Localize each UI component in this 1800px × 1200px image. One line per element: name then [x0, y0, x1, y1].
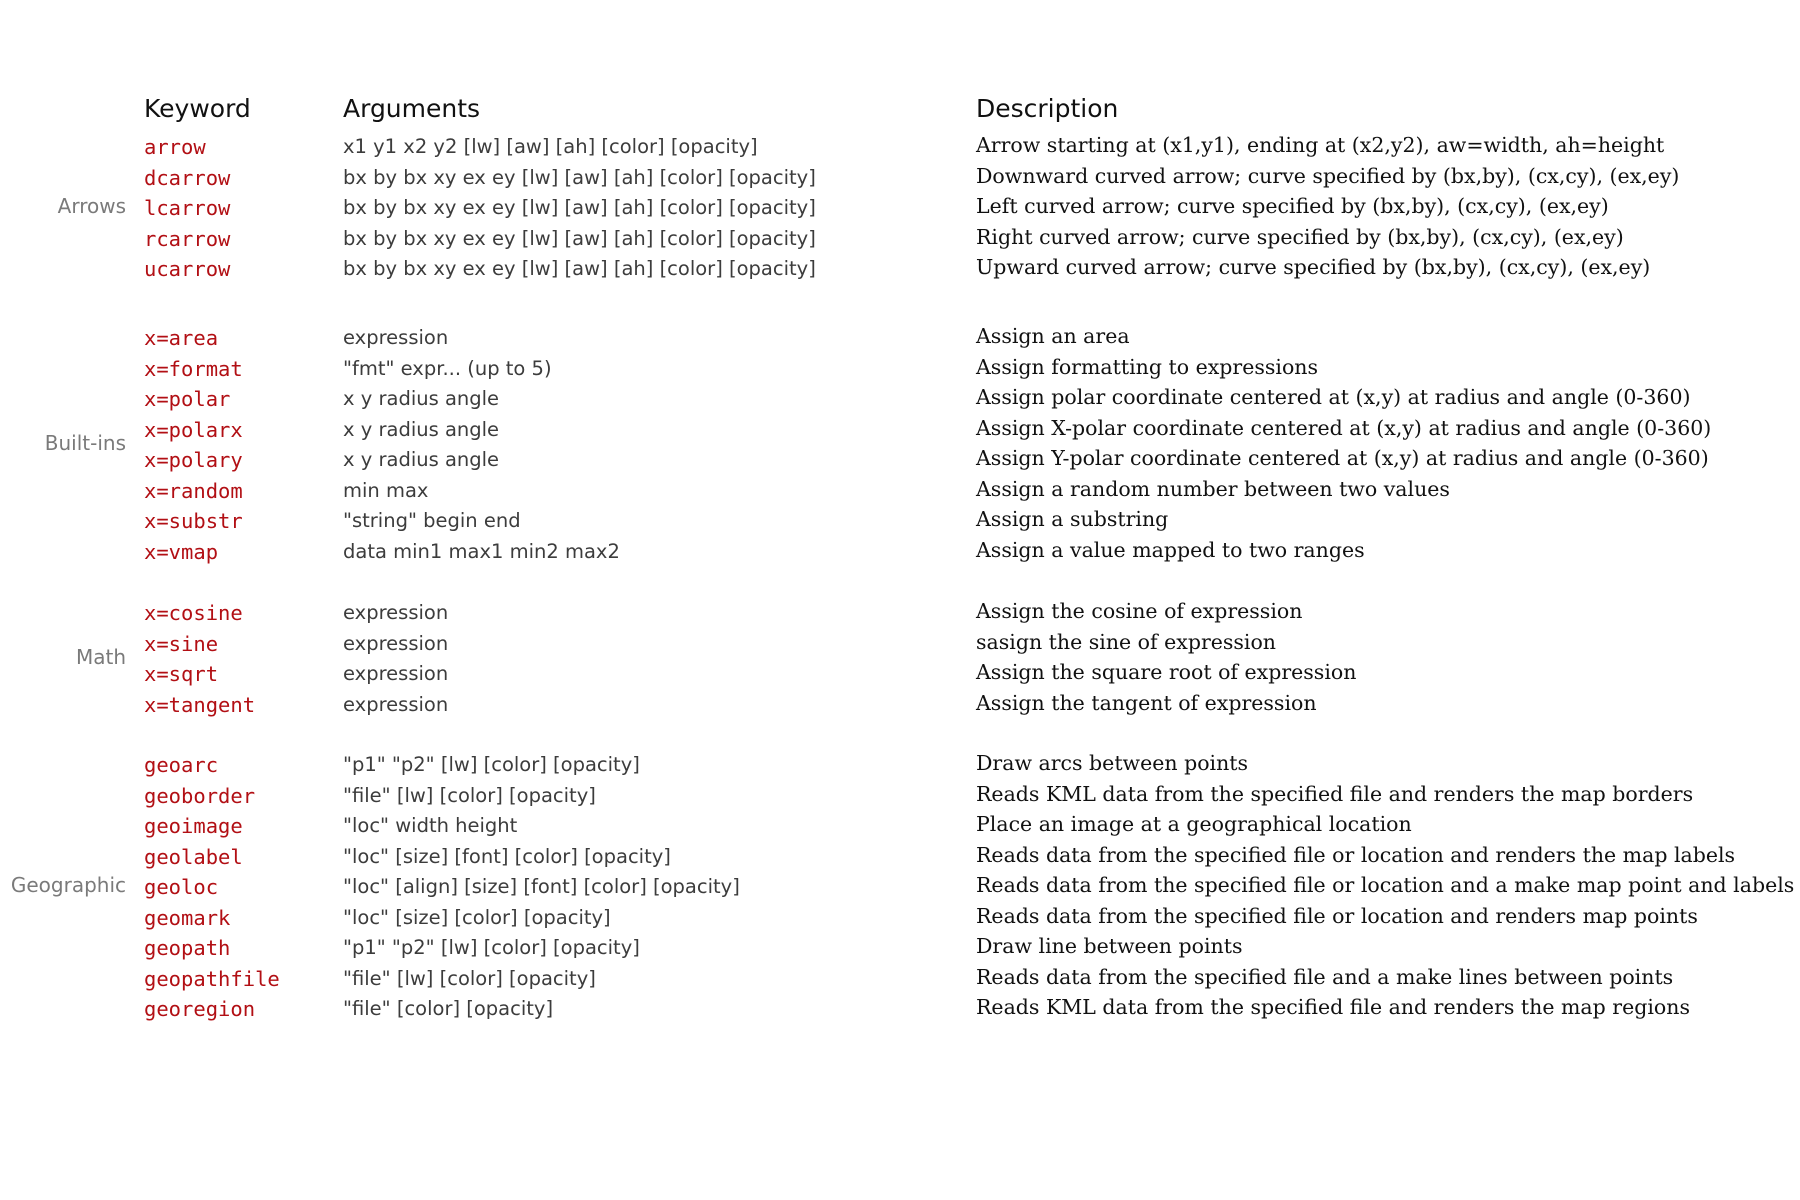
table-row	[0, 383, 1800, 414]
arguments-cell: bx by bx xy ex ey [lw] [aw] [ah] [color] [opacity]	[343, 257, 816, 280]
table-row	[0, 353, 1800, 384]
table-row	[0, 223, 1800, 254]
table-row	[0, 444, 1800, 475]
group-label: Math	[75, 645, 126, 669]
keyword-cell: x=random	[144, 478, 243, 503]
description-cell: Arrow starting at (x1,y1), ending at (x2,y2), aw=width, ah=height	[976, 133, 1665, 157]
keyword-cell: x=sqrt	[144, 662, 219, 686]
table-row	[0, 536, 1800, 567]
keyword-cell: arrow	[144, 135, 206, 159]
description-cell: Assign the cosine of expression	[976, 599, 1303, 623]
keyword-cell: x=substr	[144, 509, 243, 533]
table-row	[0, 162, 1800, 193]
table-row	[0, 475, 1800, 506]
keyword-cell: x=area	[144, 326, 219, 350]
keyword-cell: dcarrow	[144, 165, 231, 190]
table-row	[0, 810, 1800, 841]
arguments-cell: "string" begin end	[343, 509, 521, 532]
keyword-cell: x=polarx	[144, 417, 243, 442]
table-row	[0, 192, 1800, 223]
keyword-cell: lcarrow	[144, 196, 231, 220]
group-section	[0, 322, 1800, 566]
keyword-cell: x=tangent	[144, 692, 256, 717]
description-cell: Assign the tangent of expression	[976, 690, 1317, 715]
arguments-cell: bx by bx xy ex ey [lw] [aw] [ah] [color] [opacity]	[343, 196, 816, 219]
arguments-cell: bx by bx xy ex ey [lw] [aw] [ah] [color] [opacity]	[343, 226, 816, 250]
description-cell: Assign a substring	[976, 507, 1169, 531]
description-cell: Reads data from the specified file or location and renders map points	[976, 903, 1698, 928]
description-cell: Place an image at a geographical location	[976, 812, 1412, 836]
arguments-cell: x y radius angle	[343, 387, 500, 410]
table-row	[0, 902, 1800, 933]
arguments-cell: "file" [lw] [color] [opacity]	[343, 783, 596, 807]
group-label: Geographic	[10, 873, 126, 898]
keyword-cell: x=cosine	[144, 601, 243, 625]
keyword-cell: geoarc	[144, 753, 219, 777]
table-row	[0, 871, 1800, 902]
arguments-cell: expression	[343, 631, 449, 655]
arguments-cell: min max	[343, 478, 429, 502]
description-cell: Assign formatting to expressions	[976, 354, 1319, 379]
description-cell: Reads KML data from the specified file and renders the map regions	[976, 995, 1690, 1019]
description-cell: Reads KML data from the specified file and renders the map borders	[976, 781, 1694, 806]
keyword-cell: geoimage	[144, 814, 243, 838]
header-arguments: Arguments	[343, 94, 481, 123]
table-row	[0, 749, 1800, 780]
keyword-cell: geopathfile	[144, 966, 280, 991]
arguments-cell: "loc" [size] [color] [opacity]	[343, 905, 611, 929]
arguments-cell: "loc" [align] [size] [font] [color] [opacity]	[343, 875, 740, 898]
group-section	[0, 597, 1800, 719]
arguments-cell: expression	[343, 326, 449, 349]
table-row	[0, 414, 1800, 445]
description-cell: Reads data from the specified file or location and a make map point and labels	[976, 873, 1795, 897]
keyword-cell: geopath	[144, 936, 231, 960]
keyword-cell: geomark	[144, 905, 231, 930]
table-row	[0, 131, 1800, 162]
keyword-cell: geoborder	[144, 783, 256, 808]
arguments-cell: "loc" width height	[343, 814, 518, 837]
description-cell: Upward curved arrow; curve specified by (bx,by), (cx,cy), (ex,ey)	[976, 255, 1651, 279]
table-row	[0, 841, 1800, 872]
table-row	[0, 993, 1800, 1024]
description-cell: Reads data from the specified file or location and renders the map labels	[976, 842, 1736, 867]
arguments-cell: data min1 max1 min2 max2	[343, 539, 620, 563]
description-cell: sasign the sine of expression	[976, 629, 1277, 654]
arguments-cell: bx by bx xy ex ey [lw] [aw] [ah] [color] [opacity]	[343, 165, 816, 189]
arguments-cell: "fmt" expr... (up to 5)	[343, 356, 552, 380]
keyword-cell: rcarrow	[144, 226, 231, 251]
header-description: Description	[976, 94, 1119, 123]
arguments-cell: x y radius angle	[343, 448, 500, 471]
keyword-cell: x=vmap	[144, 539, 219, 564]
description-cell: Assign X-polar coordinate centered at (x,y) at radius and angle (0-360)	[976, 415, 1712, 440]
arguments-cell: expression	[343, 662, 449, 685]
keyword-cell: georegion	[144, 997, 256, 1021]
group-label: Built-ins	[44, 431, 126, 455]
description-cell: Assign polar coordinate centered at (x,y) at radius and angle (0-360)	[976, 385, 1691, 409]
arguments-cell: "loc" [size] [font] [color] [opacity]	[343, 844, 671, 868]
keyword-cell: geoloc	[144, 875, 219, 899]
arguments-cell: "p1" "p2" [lw] [color] [opacity]	[343, 753, 640, 776]
group-section	[0, 749, 1800, 1024]
arguments-cell: x y radius angle	[343, 417, 500, 441]
table-row	[0, 658, 1800, 689]
table-row	[0, 689, 1800, 720]
table-row	[0, 597, 1800, 628]
arguments-cell: "p1" "p2" [lw] [color] [opacity]	[343, 936, 640, 959]
arguments-cell: "file" [lw] [color] [opacity]	[343, 966, 596, 990]
description-cell: Assign a random number between two values	[976, 476, 1450, 501]
keyword-cell: x=polar	[144, 387, 231, 411]
keyword-cell: x=polary	[144, 448, 243, 472]
keyword-cell: ucarrow	[144, 257, 231, 281]
group-section	[0, 131, 1800, 284]
table-row	[0, 780, 1800, 811]
arguments-cell: x1 y1 x2 y2 [lw] [aw] [ah] [color] [opacity]	[343, 135, 758, 158]
description-cell: Assign an area	[976, 324, 1130, 348]
description-cell: Assign a value mapped to two ranges	[976, 537, 1365, 562]
group-label: Arrows	[57, 194, 126, 219]
description-cell: Downward curved arrow; curve specified by (bx,by), (cx,cy), (ex,ey)	[976, 163, 1680, 188]
description-cell: Assign the square root of expression	[976, 660, 1357, 684]
description-cell: Reads data from the specified file and a make lines between points	[976, 964, 1674, 989]
table-row	[0, 253, 1800, 284]
table-row	[0, 963, 1800, 994]
description-cell: Left curved arrow; curve specified by (bx,by), (cx,cy), (ex,ey)	[976, 194, 1609, 218]
arguments-cell: expression	[343, 692, 449, 716]
header-keyword: Keyword	[144, 94, 251, 123]
description-cell: Assign Y-polar coordinate centered at (x,y) at radius and angle (0-360)	[976, 446, 1709, 470]
arguments-cell: expression	[343, 601, 449, 624]
keyword-cell: x=format	[144, 356, 243, 381]
table-row	[0, 628, 1800, 659]
keyword-cell: x=sine	[144, 631, 219, 656]
description-cell: Draw arcs between points	[976, 751, 1249, 775]
table-row	[0, 322, 1800, 353]
table-row	[0, 932, 1800, 963]
description-cell: Right curved arrow; curve specified by (bx,by), (cx,cy), (ex,ey)	[976, 224, 1624, 249]
table-row	[0, 505, 1800, 536]
keyword-cell: geolabel	[144, 844, 243, 869]
description-cell: Draw line between points	[976, 934, 1243, 958]
arguments-cell: "file" [color] [opacity]	[343, 997, 554, 1020]
